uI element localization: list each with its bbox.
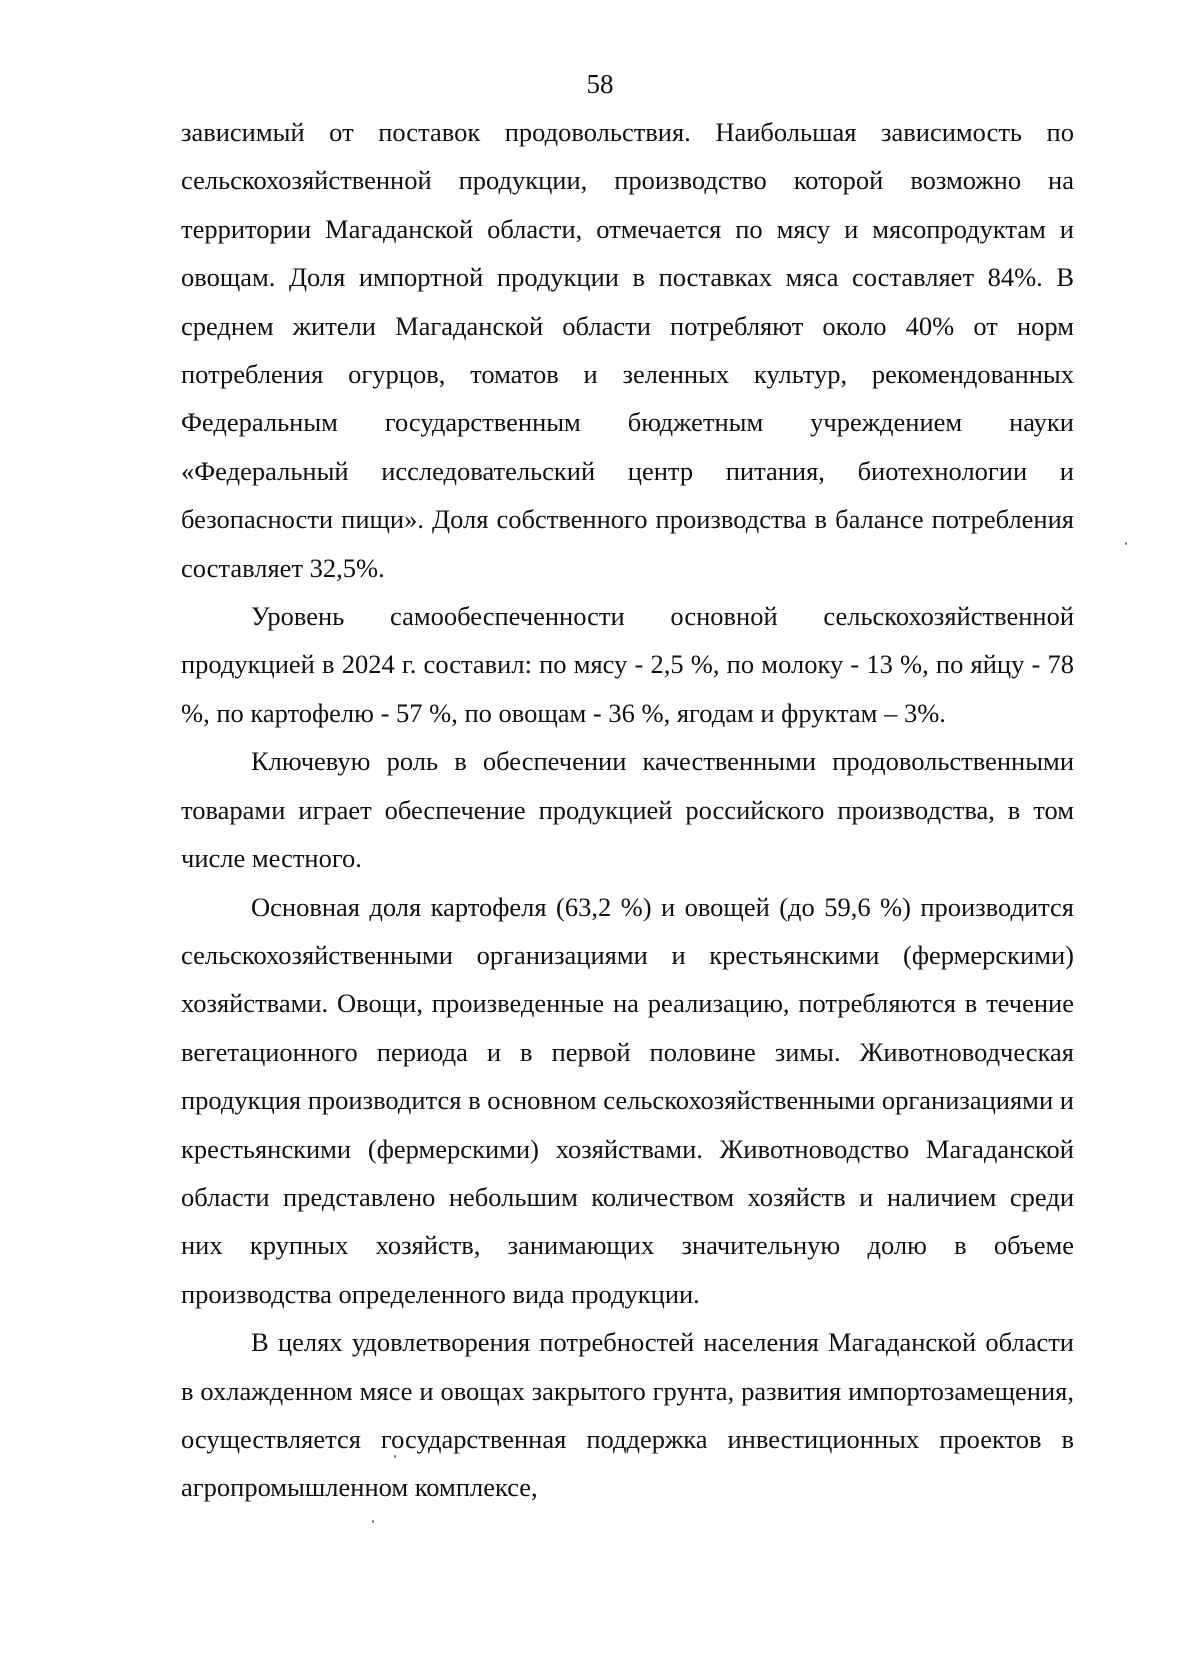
scan-speck [372,1520,374,1523]
scan-speck [1125,542,1127,545]
page-number: 58 [586,69,614,99]
paragraph-self-sufficiency: Уровень самообеспеченности основной сельскохозяйственной продукцией в 2024 г. составил: по мясу - 2,5 %, по молоку - 13 %, по яйцу - 78 %, по картофелю - 57 %, по овощам - 36 %, ягодам и фруктам – 3%. [181,601,1074,728]
paragraph-state-support: В целях удовлетворения потребностей населения Магаданской области в охлажденном мясе и овощах закрытого грунта, развития импортозамещения, осуществляется государственная поддержка инвестиционных проектов в агропромышленном комплексе, [181,1327,1074,1503]
document-body [181,108,1074,1512]
paragraph-key-role: Ключевую роль в обеспечении качественными продовольственными товарами играет обеспечение продукцией российского производства, в том числе местного. [181,746,1074,874]
paragraph-continuation: зависимый от поставок продовольствия. Наибольшая зависимость по сельскохозяйственной продукции, производство которой возможно на территории Магаданской области, отмечается по мясу и мясопродуктам и овощам. Доля импортной продукции в поставках мяса составляет 84%. В среднем жители Магаданской области потребляют около 40% от норм потребления огурцов, томатов и зеленных культур, рекомендованных Федеральным государственным бюджетным учреждением науки «Федеральный исследовательский центр питания, биотехнологии и безопасности пищи». Доля собственного производства в балансе потребления составляет 32,5%. [181,117,1074,583]
paragraph-production-share: Основная доля картофеля (63,2 %) и овощей (до 59,6 %) производится сельскохозяйственными организациями и крестьянскими (фермерскими) хозяйствами. Овощи, произведенные на реализацию, потребляются в течение вегетационного периода и в первой половине зимы. Животноводческая продукция производится в основном сельскохозяйственными организациями и крестьянскими (фермерскими) хозяйствами. Животноводство Магаданской области представлено небольшим количеством хозяйств и наличием среди них крупных хозяйств, занимающих значительную долю в объеме производства определенного вида продукции. [181,891,1074,1309]
scan-speck [394,1455,396,1458]
